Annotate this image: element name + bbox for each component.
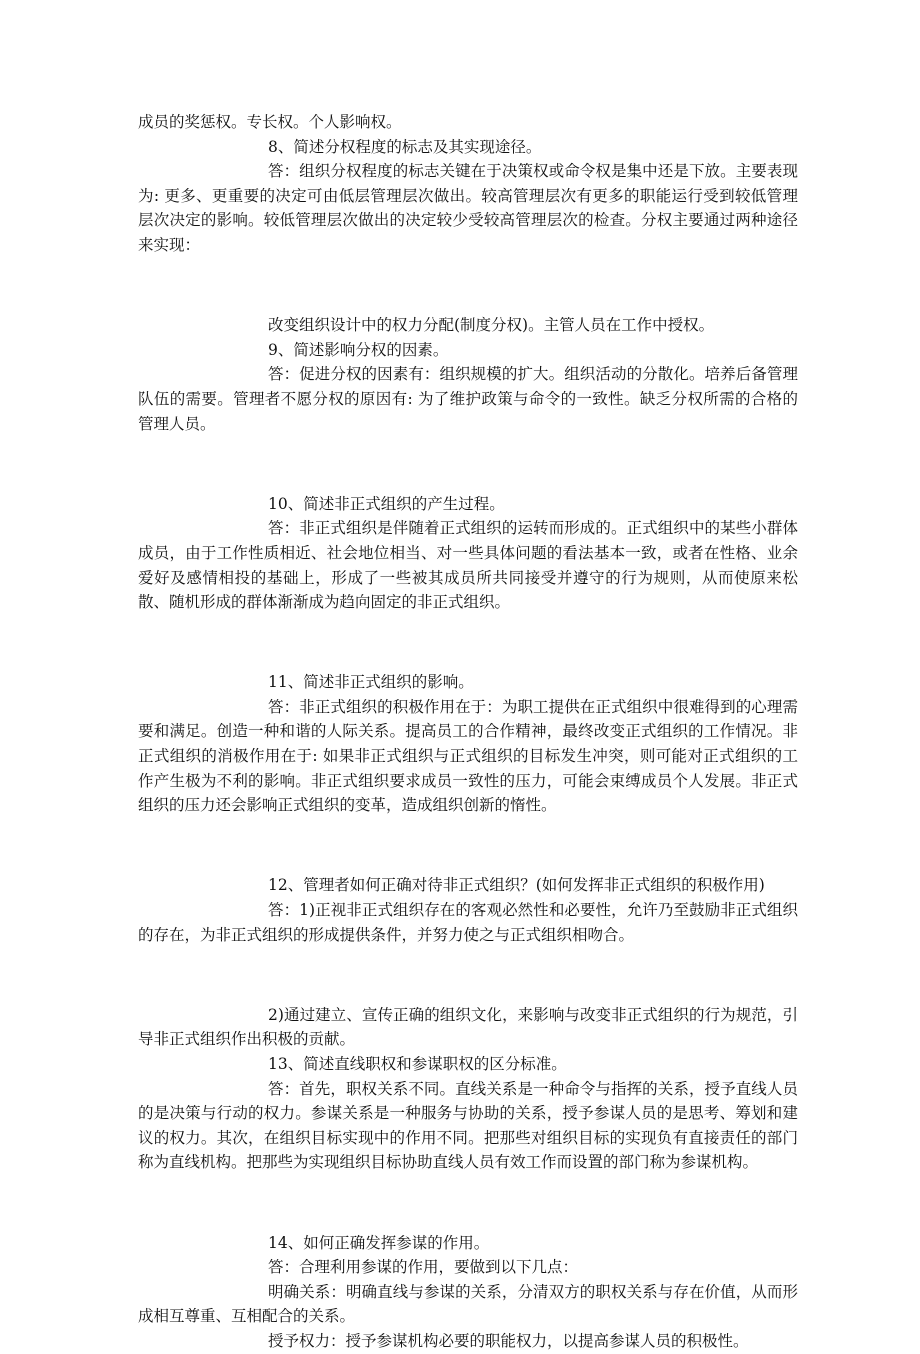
answer-paragraph: 答：1)正视非正式组织存在的客观必然性和必要性，允许乃至鼓励非正式组织的存在，为非正式组织的形成提供条件，并努力使之与正式组织相吻合。: [138, 901, 798, 944]
document-page: [138, 110, 798, 1354]
question-heading: 9、简述影响分权的因素。: [268, 340, 449, 359]
paragraph-spacer: [138, 452, 798, 477]
answer-paragraph: 答：促进分权的因素有：组织规模的扩大。组织活动的分散化。培养后备管理队伍的需要。管理者不愿分权的原因有: 为了维护政策与命令的一致性。缺乏分权所需的合格的管理人员。: [138, 365, 798, 433]
body-paragraph: 成员的奖惩权。专长权。个人影响权。: [138, 113, 402, 131]
body-paragraph: 授予权力：授予参谋机构必要的职能权力，以提高参谋人员的积极性。: [268, 1331, 749, 1350]
question-heading: 14、如何正确发挥参谋的作用。: [268, 1233, 490, 1252]
question-heading: 13、简述直线职权和参谋职权的区分标准。: [268, 1055, 567, 1073]
question-heading: 10、简述非正式组织的产生过程。: [268, 494, 505, 513]
question-heading: 8、简述分权程度的标志及其实现途径。: [268, 137, 542, 156]
body-paragraph: 2)通过建立、宣传正确的组织文化，来影响与改变非正式组织的行为规范，引导非正式组织作出积极的贡献。: [138, 1005, 798, 1049]
answer-paragraph: 答：首先，职权关系不同。直线关系是一种命令与指挥的关系，授予直线人员的是决策与行动的权力。参谋关系是一种服务与协助的关系，授予参谋人员的是思考、筹划和建议的权力。其次，在组织目标实现中的作用不同。把那些对组织目标的实现负有直接责任的部门称为直线机构。把那些为实现组织目标协助直线人员有效工作而设置的部门称为参谋机构。: [138, 1079, 798, 1172]
paragraph-spacer: [138, 273, 798, 298]
answer-paragraph: 答：合理利用参谋的作用，要做到以下几点：: [268, 1258, 579, 1277]
paragraph-spacer: [138, 1190, 798, 1215]
paragraph-spacer: [138, 833, 798, 858]
answer-paragraph: 答：非正式组织的积极作用在于：为职工提供在正式组织中很难得到的心理需要和满足。创造一种和谐的人际关系。提高员工的合作精神，最终改变正式组织的工作情况。非正式组织的消极作用在于: 如果非正式组织与正式组织的目标发生冲突，则可能对正式组织的工作产生极为不利的影响。非正式组织要求成员一致性的压力，可能会束缚成员个人发展。非正式组织的压力还会影响正式组织的变革，造成组织创新的惰性。: [138, 697, 798, 815]
paragraph-spacer: [138, 630, 798, 655]
question-heading: 12、管理者如何正确对待非正式组织？(如何发挥非正式组织的积极作用): [268, 876, 765, 895]
body-paragraph: 改变组织设计中的权力分配(制度分权)。主管人员在工作中授权。: [268, 316, 715, 335]
answer-paragraph: 答：非正式组织是伴随着正式组织的运转而形成的。正式组织中的某些小群体成员，由于工作性质相近、社会地位相当、对一些具体问题的看法基本一致，或者在性格、业余爱好及感情相投的基础上，形成了一些被其成员所共同接受并遵守的行为规则，从而使原来松散、随机形成的群体渐渐成为趋向固定的非正式组织。: [138, 519, 798, 612]
question-heading: 11、简述非正式组织的影响。: [268, 673, 474, 692]
answer-paragraph: 答：组织分权程度的标志关键在于决策权或命令权是集中还是下放。主要表现为: 更多、更重要的决定可由低层管理层次做出。较高管理层次有更多的职能运行受到较低管理层次决定的影响。较低管理层次做出的决定较少受较高管理层次的检查。分权主要通过两种途径来实现：: [138, 162, 798, 254]
body-paragraph: 明确关系：明确直线与参谋的关系，分清双方的职权关系与存在价值，从而形成相互尊重、互相配合的关系。: [138, 1282, 798, 1326]
paragraph-spacer: [138, 963, 798, 988]
